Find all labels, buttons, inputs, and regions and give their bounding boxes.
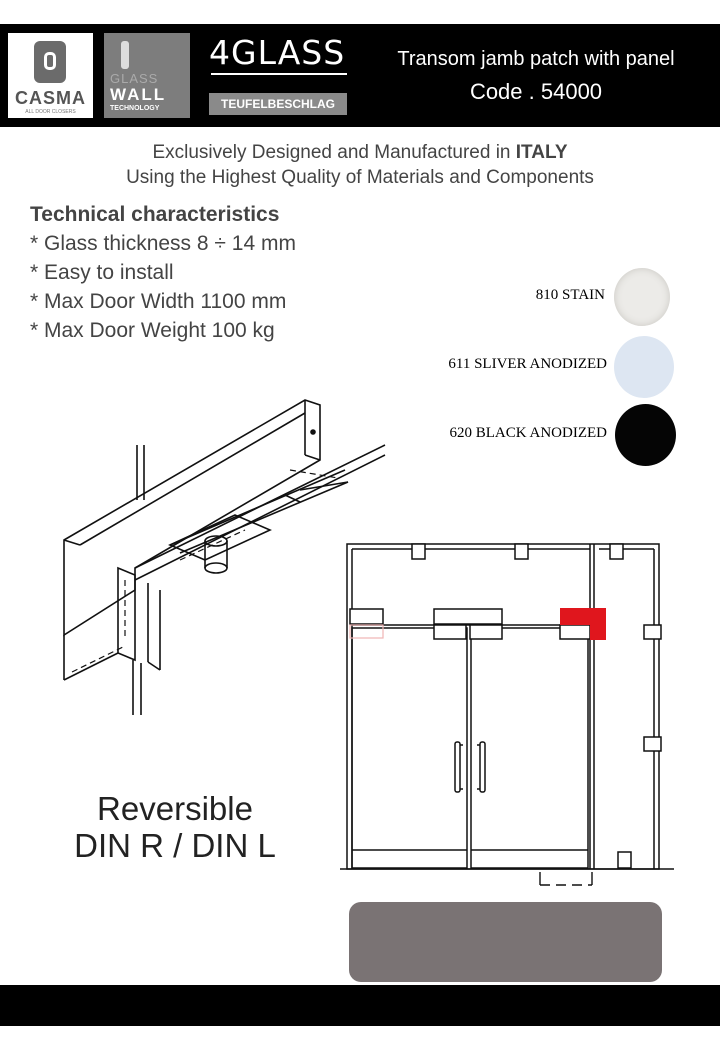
glasswall-line3: TECHNOLOGY: [110, 105, 160, 112]
spec-max-width: * Max Door Width 1100 mm: [30, 290, 287, 313]
spec-max-weight: * Max Door Weight 100 kg: [30, 319, 275, 342]
casma-logo-sub: ALL DOOR CLOSERS: [25, 109, 76, 115]
finish-label-black: 620 BLACK ANODIZED: [449, 425, 607, 441]
tagline-line2: Using the Highest Quality of Materials and Components: [126, 167, 594, 188]
info-panel: [349, 902, 662, 982]
fourglass-logo-text: 4GLASS: [209, 33, 346, 72]
reversible-line1: Reversible: [97, 790, 253, 827]
glasswall-line2: WALL: [110, 85, 167, 104]
teufelbeschlag-badge: TEUFELBESCHLAG: [209, 93, 347, 115]
technical-title: Technical characteristics: [30, 203, 280, 226]
footer-bar: [0, 985, 720, 1026]
tagline-country: ITALY: [515, 142, 568, 163]
reversible-line2: DIN R / DIN L: [74, 827, 276, 864]
finish-label-silver: 611 SLIVER ANODIZED: [448, 356, 607, 372]
spec-glass-thickness: * Glass thickness 8 ÷ 14 mm: [30, 232, 296, 255]
tagline-prefix: Exclusively Designed and Manufactured in: [152, 142, 516, 163]
product-code: Code . 54000: [469, 79, 603, 104]
casma-logo-text: CASMA: [15, 88, 86, 108]
product-title: Transom jamb patch with panel: [397, 48, 675, 70]
glasswall-line1: GLASS: [110, 71, 159, 86]
spec-easy-install: * Easy to install: [30, 261, 174, 284]
finish-label-stain: 810 STAIN: [535, 287, 605, 303]
